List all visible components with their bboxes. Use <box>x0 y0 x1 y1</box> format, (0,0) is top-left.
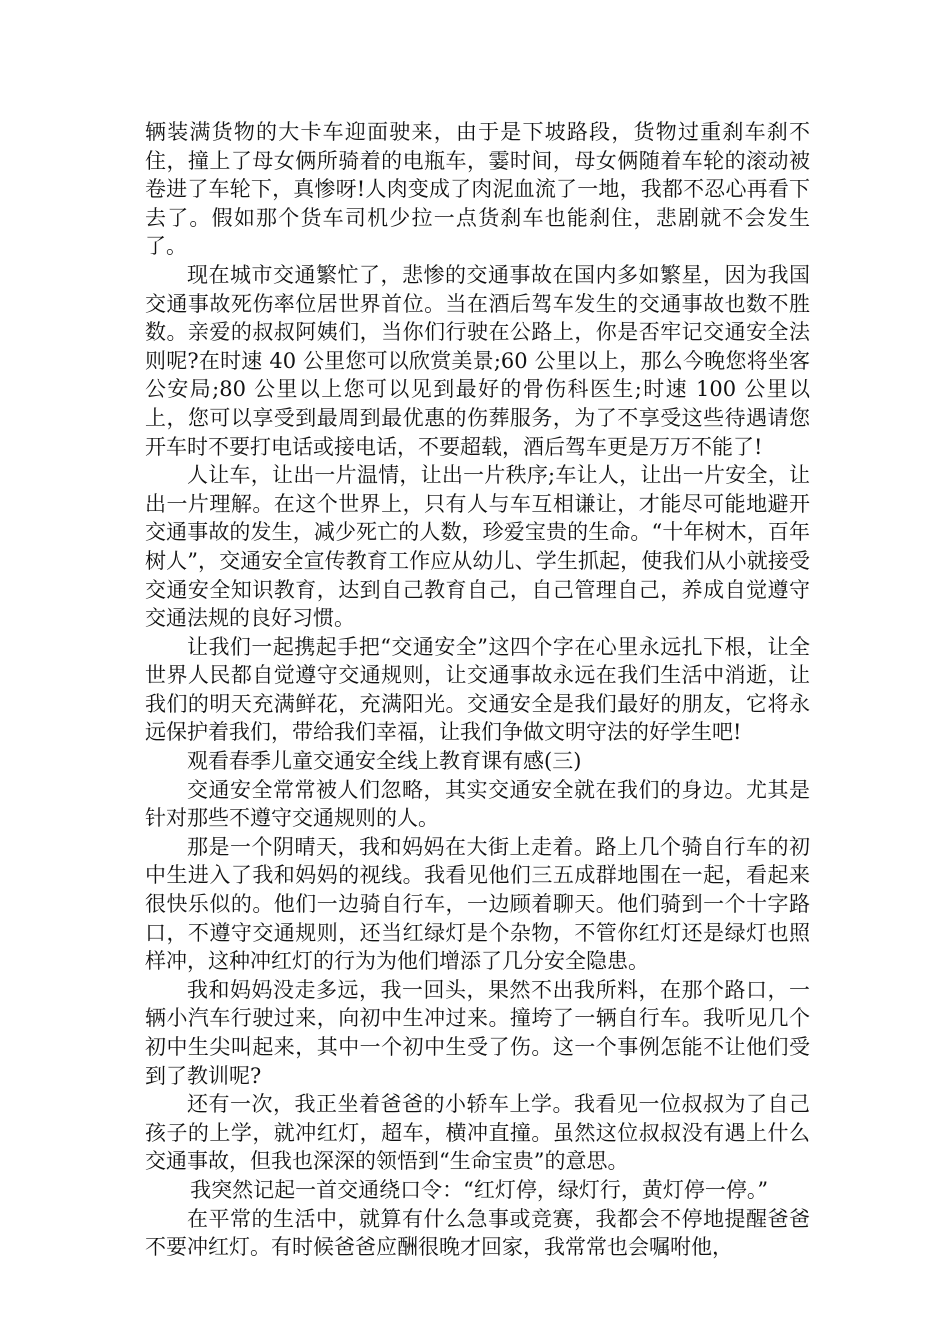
paragraph-5: 交通安全常常被人们忽略，其实交通安全就在我们的身边。尤其是针对那些不遵守交通规则的人。 <box>145 777 810 831</box>
paragraph-2: 现在城市交通繁忙了，悲惨的交通事故在国内多如繁星，因为我国交通事故死伤率位居世界首位。当在酒后驾车发生的交通事故也数不胜数。亲爱的叔叔阿姨们，当你们行驶在公路上，你是否牢记交通安全法则呢?在时速 40 公里您可以欣赏美景;60 公里以上，那么今晚您将坐客公安局;80 公里以上您可以见到最好的骨伤科医生;时速 100 公里以上，您可以享受到最周到最优惠的伤葬服务，为了不享受这些待遇请您开车时不要打电话或接电话，不要超载，酒后驾车更是万万不能了! <box>145 262 810 459</box>
paragraph-10: 在平常的生活中，就算有什么急事或竞赛，我都会不停地提醒爸爸不要冲红灯。有时候爸爸应酬很晚才回家，我常常也会嘱咐他， <box>145 1206 810 1260</box>
paragraph-7: 我和妈妈没走多远，我一回头，果然不出我所料，在那个路口，一辆小汽车行驶过来，向初中生冲过来。撞垮了一辆自行车。我听见几个初中生尖叫起来，其中一个初中生受了伤。这一个事例怎能不让他们受到了教训呢? <box>145 977 810 1088</box>
paragraph-4: 让我们一起携起手把“交通安全”这四个字在心里永远扎下根，让全世界人民都自觉遵守交通规则，让交通事故永远在我们生活中消逝，让我们的明天充满鲜花，充满阳光。交通安全是我们最好的朋友，它将永远保护着我们，带给我们幸福，让我们争做文明守法的好学生吧! <box>145 634 810 745</box>
paragraph-9: 我突然记起一首交通绕口令：“红灯停，绿灯行，黄灯停一停。” <box>190 1177 769 1202</box>
section-heading: 观看春季儿童交通安全线上教育课有感(三) <box>187 749 582 774</box>
document-body <box>145 118 810 1262</box>
paragraph-8: 还有一次，我正坐着爸爸的小轿车上学。我看见一位叔叔为了自己孩子的上学，就冲红灯，超车，横冲直撞。虽然这位叔叔没有遇上什么交通事故，但我也深深的领悟到“生命宝贵”的意思。 <box>145 1092 810 1174</box>
paragraph-3: 人让车，让出一片温情，让出一片秩序;车让人，让出一片安全，让出一片理解。在这个世界上，只有人与车互相谦让，才能尽可能地避开交通事故的发生，减少死亡的人数，珍爱宝贵的生命。“十年树木，百年树人”，交通安全宣传教育工作应从幼儿、学生抓起，使我们从小就接受交通安全知识教育，达到自己教育自己，自己管理自己，养成自觉遵守交通法规的良好习惯。 <box>145 463 810 631</box>
paragraph-1: 辆装满货物的大卡车迎面驶来，由于是下坡路段，货物过重刹车刹不住，撞上了母女俩所骑着的电瓶车，霎时间，母女俩随着车轮的滚动被卷进了车轮下，真惨呀!人肉变成了肉泥血流了一地，我都不忍心再看下去了。假如那个货车司机少拉一点货刹车也能刹住，悲剧就不会发生了。 <box>145 120 810 259</box>
paragraph-6: 那是一个阴晴天，我和妈妈在大街上走着。路上几个骑自行车的初中生进入了我和妈妈的视线。我看见他们三五成群地围在一起，看起来很快乐似的。他们一边骑自行车，一边顾着聊天。他们骑到一个十字路口，不遵守交通规则，还当红绿灯是个杂物，不管你红灯还是绿灯也照样冲，这种冲红灯的行为为他们增添了几分安全隐患。 <box>145 834 810 974</box>
